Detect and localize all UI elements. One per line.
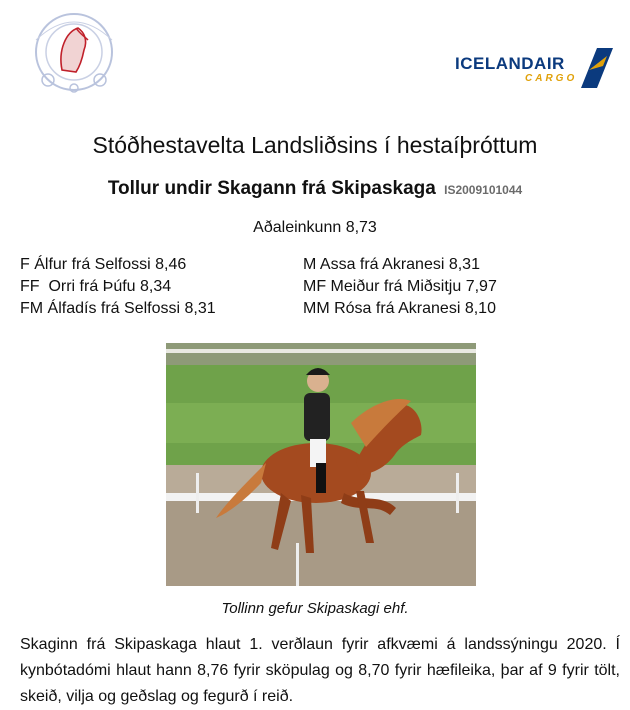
pedigree-line: F Álfur frá Selfossi 8,46 — [20, 256, 187, 273]
horse-photo — [166, 343, 476, 586]
pedigree-line: FF Orri frá Þúfu 8,34 — [20, 278, 172, 295]
sponsor-brand: ICELANDAIR — [455, 54, 565, 73]
tail-fin-icon — [567, 48, 613, 88]
main-score: Aðaleinkunn 8,73 — [253, 219, 377, 236]
pedigree-sire-side — [20, 254, 216, 320]
horse-name: Tollur undir Skagann frá Skipaskaga — [107, 178, 436, 199]
pedigree-line: M Assa frá Akranesi 8,31 — [303, 256, 480, 273]
horse-registration: IS2009101044 — [444, 183, 523, 197]
pedigree-line: MF Meiður frá Miðsitju 7,97 — [303, 278, 497, 295]
pedigree-line: MM Rósa frá Akranesi 8,10 — [303, 300, 496, 317]
pedigree-dam-side — [303, 254, 497, 320]
icelandair-cargo-logo — [455, 48, 615, 90]
sponsor-sub: CARGO — [525, 73, 578, 84]
landssamband-logo — [18, 10, 130, 98]
horse-heading — [0, 178, 630, 200]
description-paragraph: Skaginn frá Skipaskaga hlaut 1. verðlaun fyrir afkvæmi á landssýningu 2020. Í kynbótadómi hlaut hann 8,76 fyrir sköpulag og 8,70 fyrir hæfileika, þar af 9 fyrir tölt, skeið, vilja og geðslag og fegurð í reið. — [20, 636, 620, 705]
pedigree-line: FM Álfadís frá Selfossi 8,31 — [20, 300, 216, 317]
page-title: Stóðhestavelta Landsliðsins í hestaíþróttum — [92, 132, 538, 158]
photo-caption: Tollinn gefur Skipaskagi ehf. — [221, 600, 409, 617]
